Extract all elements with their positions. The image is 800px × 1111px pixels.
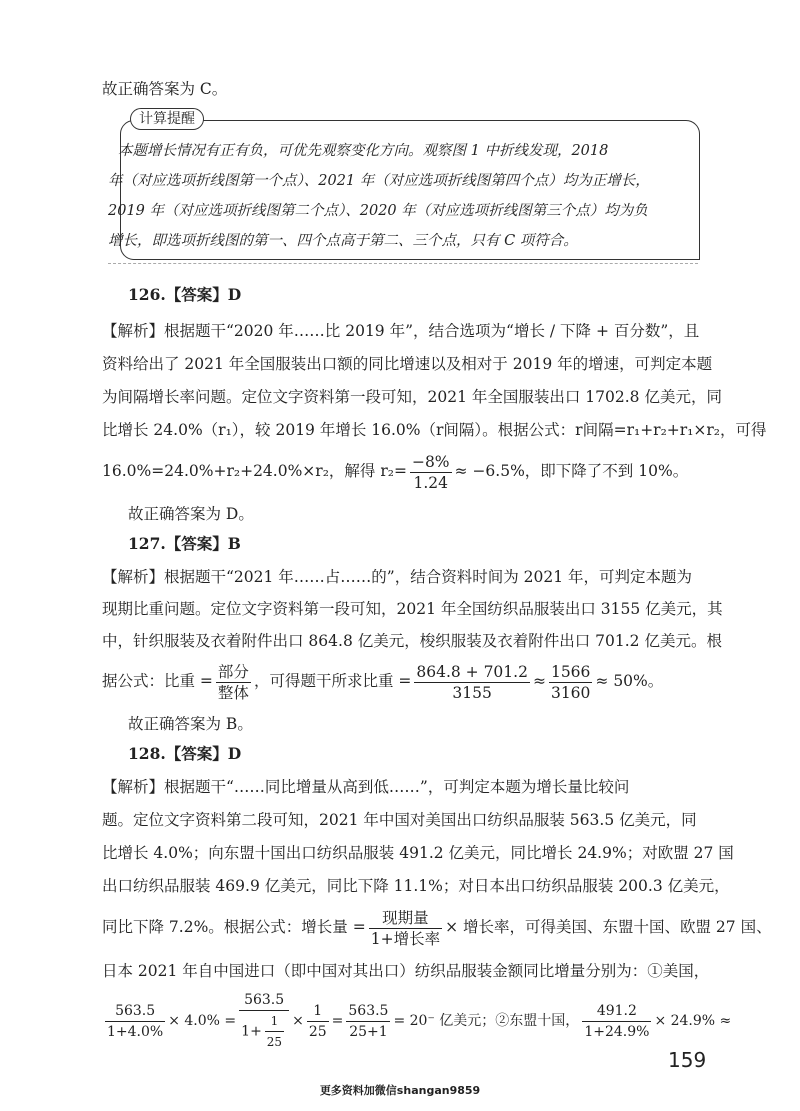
formula-text: ≈ −6.5%，即下降了不到 10%。 (454, 462, 689, 480)
q128-line: 比增长 4.0%；向东盟十国出口纺织品服装 491.2 亿美元，同比增长 24.9%；对欧盟 27 国 (102, 844, 734, 862)
formula-text: × (292, 1013, 304, 1029)
q128-head: 128.【答案】D (128, 744, 242, 763)
denominator: 整体 (217, 683, 249, 702)
numerator: 1 (307, 1001, 329, 1022)
q126-line: 【解析】根据题干“2020 年……比 2019 年”，结合选项为“增长 / 下降 + 百分数”，且 (102, 322, 700, 340)
formula-text: 同比下降 7.2%。根据公式：增长量 = (102, 918, 366, 936)
footer-note: 更多资料加微信shangan9859 (319, 1084, 481, 1097)
fraction (105, 1001, 165, 1042)
tip-line: 增长，即选项折线图的第一、四个点高于第二、三个点，只有 C 项符合。 (108, 233, 578, 249)
q126-line: 为间隔增长率问题。定位文字资料第一段可知，2021 年全国服装出口 1702.8 亿美元，同 (102, 388, 722, 406)
q128-line: 题。定位文字资料第二段可知，2021 年中国对美国出口纺织品服装 563.5 亿美元，同 (102, 811, 697, 829)
formula-text: 1+ (241, 1023, 262, 1040)
denominator: 1.24 (413, 473, 448, 492)
formula-text: ，可得题干所求比重 = (253, 672, 412, 690)
q127-line: 【解析】根据题干“2021 年……占……的”，结合资料时间为 2021 年，可判定本题为 (102, 568, 693, 586)
denominator: 1+增长率 (370, 929, 441, 948)
formula-text: × 增长率，可得美国、东盟十国、欧盟 27 国、 (445, 918, 772, 936)
numerator: 491.2 (582, 1001, 651, 1022)
q126-line: 资料给出了 2021 年全国服装出口额的同比增速以及相对于 2019 年的增速，可判定本题 (102, 355, 713, 373)
formula-text: ≈ (532, 672, 546, 690)
denominator: 1+24.9% (584, 1023, 650, 1040)
q127-line: 中，针织服装及衣着附件出口 864.8 亿美元，梭织服装及衣着附件出口 701.2 亿美元。根 (102, 632, 722, 650)
numerator: 563.5 (105, 1001, 165, 1022)
fraction (414, 662, 530, 703)
tip-line: 本题增长情况有正有负，可优先观察变化方向。观察图 1 中折线发现，2018 (118, 143, 609, 159)
numerator: 部分 (217, 662, 249, 681)
formula-text: × 24.9% ≈ (654, 1013, 732, 1029)
fraction (369, 908, 442, 949)
q126-line: 比增长 24.0%（r₁），较 2019 年增长 16.0%（r间隔）。根据公式：r间隔=r₁+r₂+r₁×r₂，可得 (102, 421, 767, 439)
formula-text: × 4.0% = (168, 1013, 237, 1029)
q127-line: 现期比重问题。定位文字资料第一段可知，2021 年全国纺织品服装出口 3155 亿美元，其 (102, 600, 723, 618)
denominator: 25 (308, 1023, 327, 1040)
formula-text: = (331, 1013, 344, 1029)
fraction (307, 1001, 329, 1042)
denominator: 25+1 (349, 1023, 388, 1040)
fraction (582, 1001, 651, 1042)
fraction (216, 662, 251, 703)
q126-answer: 故正确答案为 D。 (128, 505, 254, 523)
denominator: 3155 (452, 683, 492, 702)
q128-line: 日本 2021 年自中国进口（即中国对其出口）纺织品服装金额同比增量分别为：①美国， (102, 962, 710, 980)
numerator: 864.8 + 701.2 (416, 662, 528, 681)
q127-formula (102, 658, 698, 704)
page-number: 159 (668, 1048, 707, 1072)
q127-answer: 故正确答案为 B。 (128, 715, 253, 733)
q127-head: 127.【答案】B (128, 534, 241, 553)
formula-text: = 20⁻ 亿美元；②东盟十国， (393, 1013, 580, 1029)
denominator (239, 1011, 289, 1052)
tip-line: 2019 年（对应选项折线图第二个点）、2020 年（对应选项折线图第三个点）均为负 (108, 203, 648, 219)
answer-line-c: 故正确答案为 C。 (102, 80, 228, 98)
fraction (265, 1011, 284, 1052)
formula-text: 据公式：比重 = (102, 672, 213, 690)
q128-line: 【解析】根据题干“……同比增量从高到低……”，可判定本题为增长量比较问 (102, 778, 630, 796)
numerator: 1 (265, 1011, 284, 1032)
numerator: 563.5 (346, 1001, 390, 1022)
formula-text: ≈ 50%。 (595, 672, 664, 690)
divider (108, 263, 698, 264)
numerator: 1566 (550, 662, 591, 681)
fraction (549, 662, 592, 703)
q128-line: 出口纺织品服装 469.9 亿美元，同比下降 11.1%；对日本出口纺织品服装 200.3 亿美元， (102, 877, 730, 895)
numerator: 现期量 (369, 908, 442, 929)
numerator: −8% (411, 452, 450, 471)
q126-formula (102, 448, 698, 494)
q128-formula (102, 904, 772, 950)
tip-box-title: 计算提醒 (130, 108, 204, 130)
denominator: 1+4.0% (107, 1023, 164, 1040)
numerator: 563.5 (239, 990, 289, 1011)
fraction (346, 1001, 390, 1042)
fraction (410, 452, 452, 493)
tip-line: 年（对应选项折线图第一个点）、2021 年（对应选项折线图第四个点）均为正增长， (108, 173, 650, 189)
denominator: 3160 (550, 683, 591, 702)
formula-text: 16.0%=24.0%+r₂+24.0%×r₂，解得 r₂= (102, 462, 407, 480)
denominator: 25 (266, 1035, 283, 1049)
fraction (239, 990, 289, 1052)
q126-head: 126.【答案】D (128, 285, 242, 304)
